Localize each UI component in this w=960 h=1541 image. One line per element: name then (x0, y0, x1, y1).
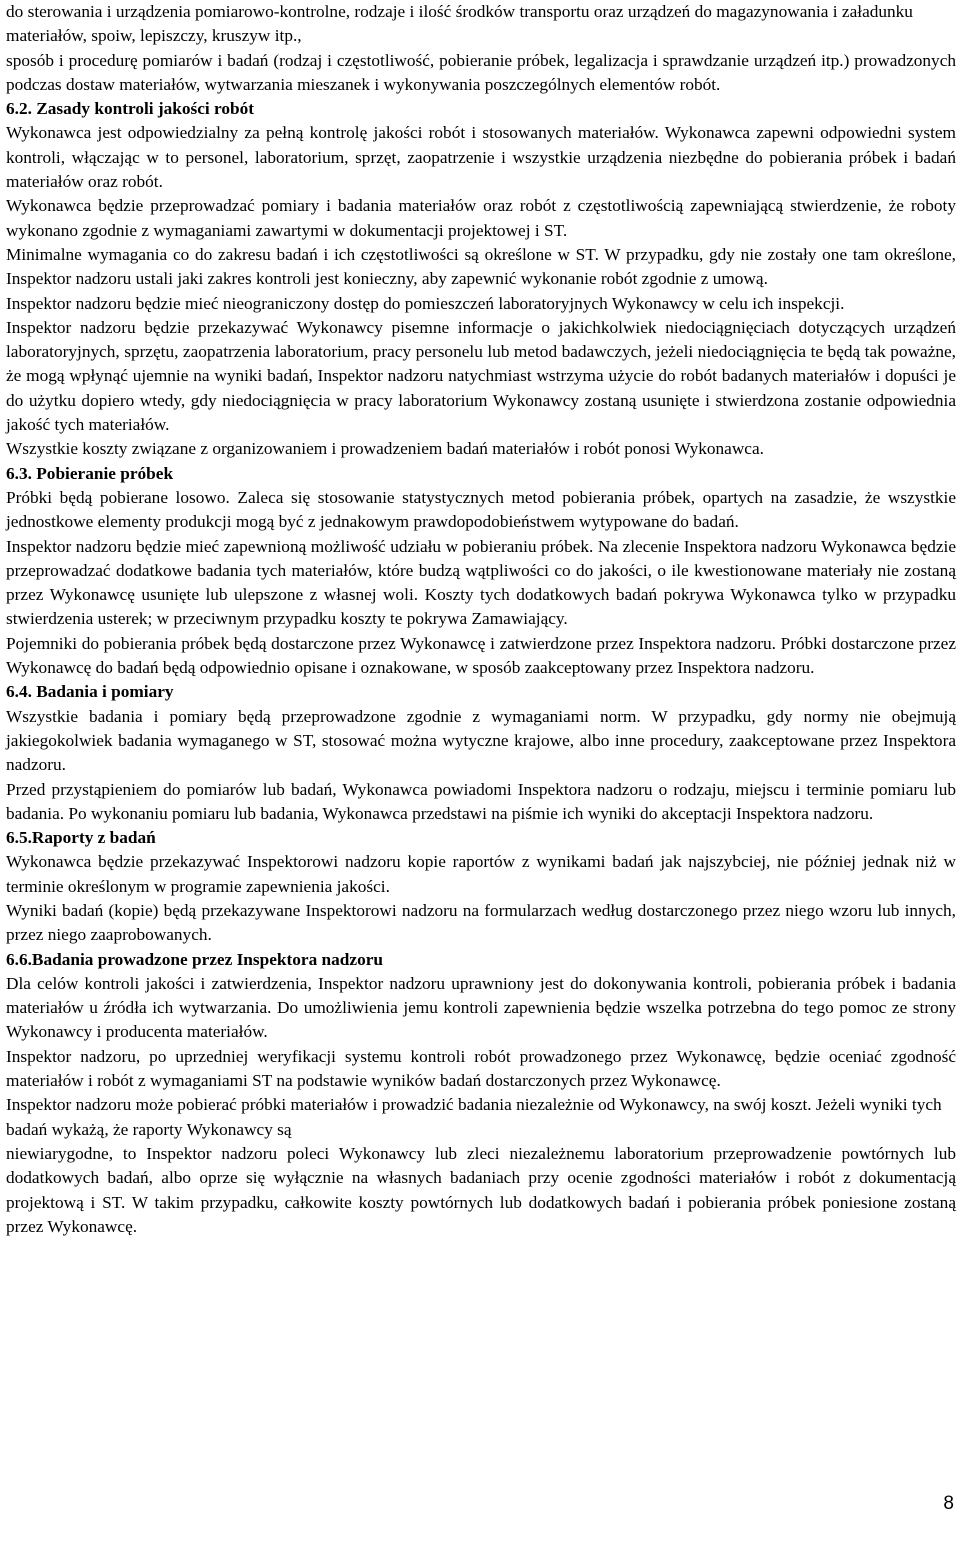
paragraph: Wykonawca będzie przeprowadzać pomiary i badania materiałów oraz robót z częstotliwością zapewniającą stwierdzenie, że roboty wykonano zgodnie z wymaganiami zawartymi w dokumentacji projektowej i ST. (6, 196, 956, 240)
section-heading-6-4: 6.4. Badania i pomiary (6, 682, 174, 702)
paragraph: Pojemniki do pobierania próbek będą dostarczone przez Wykonawcę i zatwierdzone przez Inspektora nadzoru. Próbki dostarczone przez Wykonawcę do badań będą odpowiednio opisane i oznakowane, w sposób zaakceptowany przez Inspektora nadzoru. (6, 633, 956, 678)
paragraph: Inspektor nadzoru, po uprzedniej weryfikacji systemu kontroli robót prowadzonego przez Wykonawcę, będzie oceniać zgodność materiałów i robót z wymaganiami ST na podstawie wyników badań dostarczonych przez Wykonawcę. (6, 1046, 956, 1091)
page-number: 8 (943, 1493, 954, 1514)
document-page (6, 0, 956, 1239)
paragraph: Wyniki badań (kopie) będą przekazywane Inspektorowi nadzoru na formularzach według dostarczonego przez niego wzoru lub innych, przez niego zaaprobowanych. (6, 900, 956, 945)
section-heading-6-3: 6.3. Pobieranie próbek (6, 463, 174, 483)
paragraph: Inspektor nadzoru będzie mieć zapewnioną możliwość udziału w pobieraniu próbek. Na zlecenie Inspektora nadzoru Wykonawca będzie przeprowadzać dodatkowe badania tych materiałów, które budzą wątpliwości co do jakości, o ile kwestionowane materiały nie zostaną przez Wykonawcę usunięte lub ulepszone z własnej woli. Koszty tych dodatkowych badań pokrywa Wykonawca tylko w przypadku stwierdzenia usterek; w przeciwnym przypadku koszty te pokrywa Zamawiający. (6, 536, 956, 629)
paragraph: Inspektor nadzoru będzie mieć nieograniczony dostęp do pomieszczeń laboratoryjnych Wykonawcy w celu ich inspekcji. (6, 293, 845, 313)
paragraph: Minimalne wymagania co do zakresu badań i ich częstotliwości są określone w ST. W przypadku, gdy nie zostały one tam określone, Inspektor nadzoru ustali jaki zakres kontroli jest konieczny, aby zapewnić wykonanie robót zgodnie z umową. (6, 244, 956, 289)
section-heading-6-6: 6.6.Badania prowadzone przez Inspektora nadzoru (6, 949, 384, 969)
paragraph: Próbki będą pobierane losowo. Zaleca się stosowanie statystycznych metod pobierania próbek, opartych na zasadzie, że wszystkie jednostkowe elementy produkcji mogą być z jednakowym prawdopodobieństwem wytypowane do badań. (6, 487, 956, 532)
paragraph: niewiarygodne, to Inspektor nadzoru poleci Wykonawcy lub zleci niezależnemu laboratorium przeprowadzenie powtórnych lub dodatkowych badań, albo oprze się wyłącznie na własnych badaniach przy ocenie zgodności materiałów i robót z dokumentacją projektową i ST. W takim przypadku, całkowite koszty powtórnych lub dodatkowych badań i pobierania próbek poniesione zostaną przez Wykonawcę. (6, 1143, 956, 1236)
section-heading-6-2: 6.2. Zasady kontroli jakości robót (6, 99, 255, 119)
list-item-procedures: sposób i procedurę pomiarów i badań (rodzaj i częstotliwość, pobieranie próbek, legalizacja i sprawdzanie urządzeń itp.) prowadzonych podczas dostaw materiałów, wytwarzania mieszanek i wykonywania poszczególnych elementów robót. (6, 50, 956, 94)
paragraph: Wszystkie badania i pomiary będą przeprowadzone zgodnie z wymaganiami norm. W przypadku, gdy normy nie obejmują jakiegokolwiek badania wymaganego w ST, stosować można wytyczne krajowe, albo inne procedury, zaakceptowane przez Inspektora nadzoru. (6, 706, 956, 775)
paragraph: Przed przystąpieniem do pomiarów lub badań, Wykonawca powiadomi Inspektora nadzoru o rodzaju, miejscu i terminie pomiaru lub badania. Po wykonaniu pomiaru lub badania, Wykonawca przedstawi na piśmie ich wyniki do akceptacji Inspektora nadzoru. (6, 779, 956, 823)
section-heading-6-5: 6.5.Raporty z badań (6, 828, 156, 848)
list-item-equipment: do sterowania i urządzenia pomiarowo-kontrolne, rodzaje i ilość środków transportu oraz urządzeń do magazynowania i załadunku materiałów, spoiw, lepiszczy, kruszyw itp., (6, 2, 913, 46)
paragraph: Inspektor nadzoru może pobierać próbki materiałów i prowadzić badania niezależnie od Wykonawcy, na swój koszt. Jeżeli wyniki tych badań wykażą, że raporty Wykonawcy są (6, 1095, 942, 1139)
paragraph: Dla celów kontroli jakości i zatwierdzenia, Inspektor nadzoru uprawniony jest do dokonywania kontroli, pobierania próbek i badania materiałów u źródła ich wytwarzania. Do umożliwienia jemu kontroli zapewnienia będzie wszelka potrzebna do tego pomoc ze strony Wykonawcy i producenta materiałów. (6, 973, 956, 1042)
paragraph: Wykonawca jest odpowiedzialny za pełną kontrolę jakości robót i stosowanych materiałów. Wykonawca zapewni odpowiedni system kontroli, włączając w to personel, laboratorium, sprzęt, zaopatrzenie i wszystkie urządzenia niezbędne do pobierania próbek i badań materiałów oraz robót. (6, 123, 956, 192)
paragraph: Wykonawca będzie przekazywać Inspektorowi nadzoru kopie raportów z wynikami badań jak najszybciej, nie później jednak niż w terminie określonym w programie zapewnienia jakości. (6, 852, 956, 896)
paragraph: Inspektor nadzoru będzie przekazywać Wykonawcy pisemne informacje o jakichkolwiek niedociągnięciach dotyczących urządzeń laboratoryjnych, sprzętu, zaopatrzenia laboratorium, pracy personelu lub metod badawczych, jeżeli niedociągnięcia te będą tak poważne, że mogą wpłynąć ujemnie na wyniki badań, Inspektor nadzoru natychmiast wstrzyma użycie do robót badanych materiałów i dopuści je do użytku dopiero wtedy, gdy niedociągnięcia w pracy laboratorium Wykonawcy zostaną usunięte i stwierdzona zostanie odpowiednia jakość tych materiałów. (6, 317, 956, 435)
paragraph: Wszystkie koszty związane z organizowaniem i prowadzeniem badań materiałów i robót ponosi Wykonawca. (6, 439, 764, 459)
